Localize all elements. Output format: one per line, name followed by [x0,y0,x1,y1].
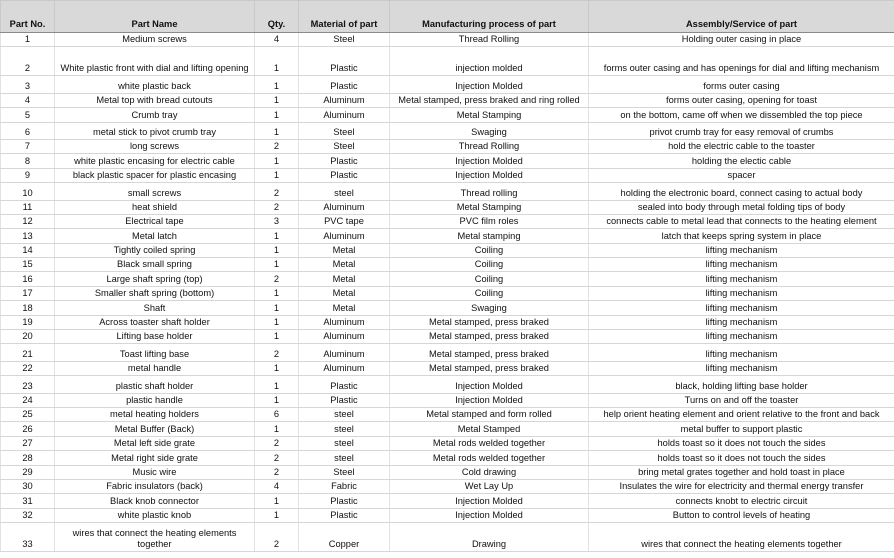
assembly-cell: connects knobt to electric circuit [589,494,894,508]
part-name-cell: Metal Buffer (Back) [55,422,255,436]
header-qty: Qty. [255,1,299,33]
part-name-cell: Black knob connector [55,494,255,508]
assembly-cell: lifting mechanism [589,330,894,344]
assembly-cell: holding the electronic board, connect casing to actual body [589,183,894,200]
part-name-cell: Fabric insulators (back) [55,479,255,493]
qty-cell: 3 [255,214,299,228]
process-cell: Coiling [390,272,589,286]
process-cell: Injection Molded [390,393,589,407]
material-cell: Aluminum [299,344,390,361]
material-cell: Steel [299,465,390,479]
part-name-cell: metal heating holders [55,407,255,421]
table-row [1,465,894,479]
material-cell: Plastic [299,76,390,93]
header-assembly: Assembly/Service of part [589,1,894,33]
part-name-cell: white plastic encasing for electric cable [55,154,255,168]
qty-cell: 1 [255,422,299,436]
material-cell: steel [299,407,390,421]
process-cell: Injection Molded [390,154,589,168]
qty-cell: 1 [255,361,299,375]
part-name-cell: Metal right side grate [55,451,255,465]
table-row [1,494,894,508]
material-cell: Steel [299,33,390,47]
assembly-cell: lifting mechanism [589,272,894,286]
material-cell: Steel [299,139,390,153]
material-cell: Plastic [299,47,390,76]
table-row [1,422,894,436]
process-cell: Metal rods welded together [390,436,589,450]
material-cell: Metal [299,301,390,315]
assembly-cell: lifting mechanism [589,344,894,361]
material-cell: Aluminum [299,330,390,344]
part-name-cell: plastic handle [55,393,255,407]
process-cell: Thread Rolling [390,33,589,47]
material-cell: Plastic [299,393,390,407]
qty-cell: 1 [255,494,299,508]
part-no-cell: 28 [1,451,55,465]
process-cell: Metal stamped, press braked and ring rolled [390,93,589,107]
material-cell: Plastic [299,508,390,522]
material-cell: Metal [299,286,390,300]
table-row [1,139,894,153]
assembly-cell: latch that keeps spring system in place [589,229,894,243]
qty-cell: 1 [255,47,299,76]
part-name-cell: Tightly coiled spring [55,243,255,257]
process-cell: Thread Rolling [390,139,589,153]
material-cell: Plastic [299,494,390,508]
qty-cell: 1 [255,258,299,272]
part-no-cell: 26 [1,422,55,436]
table-row [1,154,894,168]
part-no-cell: 31 [1,494,55,508]
part-no-cell: 14 [1,243,55,257]
part-name-cell: Metal left side grate [55,436,255,450]
process-cell: Injection Molded [390,168,589,182]
table-row [1,168,894,182]
assembly-cell: holds toast so it does not touch the sides [589,451,894,465]
table-row [1,183,894,200]
qty-cell: 4 [255,479,299,493]
part-name-cell: Music wire [55,465,255,479]
process-cell: Metal Stamping [390,108,589,122]
assembly-cell: black, holding lifting base holder [589,376,894,393]
part-name-cell: small screws [55,183,255,200]
header-row [1,1,894,33]
assembly-cell: lifting mechanism [589,286,894,300]
part-name-cell: black plastic spacer for plastic encasing [55,168,255,182]
part-name-cell: Crumb tray [55,108,255,122]
qty-cell: 2 [255,183,299,200]
assembly-cell: privot crumb tray for easy removal of crumbs [589,122,894,139]
assembly-cell: hold the electric cable to the toaster [589,139,894,153]
material-cell: steel [299,451,390,465]
table-row [1,376,894,393]
process-cell: Metal stamped, press braked [390,315,589,329]
process-cell: Metal stamped, press braked [390,361,589,375]
process-cell: Cold drawing [390,465,589,479]
assembly-cell: Button to control levels of heating [589,508,894,522]
qty-cell: 1 [255,393,299,407]
assembly-cell: holds toast so it does not touch the sides [589,436,894,450]
assembly-cell: holding the electic cable [589,154,894,168]
part-name-cell: Across toaster shaft holder [55,315,255,329]
qty-cell: 6 [255,407,299,421]
material-cell: Aluminum [299,315,390,329]
process-cell: Metal Stamped [390,422,589,436]
assembly-cell: Insulates the wire for electricity and thermal energy transfer [589,479,894,493]
assembly-cell: metal buffer to support plastic [589,422,894,436]
process-cell: Metal stamping [390,229,589,243]
assembly-cell: Turns on and off the toaster [589,393,894,407]
part-name-cell: Metal latch [55,229,255,243]
process-cell: Metal stamped, press braked [390,330,589,344]
material-cell: Aluminum [299,108,390,122]
process-cell: Coiling [390,286,589,300]
qty-cell: 2 [255,436,299,450]
qty-cell: 1 [255,229,299,243]
table-row [1,76,894,93]
process-cell: Swaging [390,122,589,139]
part-no-cell: 21 [1,344,55,361]
part-name-cell: Medium screws [55,33,255,47]
part-name-cell: wires that connect the heating elements together [55,523,255,552]
process-cell: Injection Molded [390,76,589,93]
table-row [1,330,894,344]
part-no-cell: 8 [1,154,55,168]
process-cell: Coiling [390,258,589,272]
table-row [1,508,894,522]
process-cell: Swaging [390,301,589,315]
material-cell: Fabric [299,479,390,493]
material-cell: Aluminum [299,229,390,243]
process-cell: Injection Molded [390,508,589,522]
material-cell: Plastic [299,154,390,168]
part-no-cell: 4 [1,93,55,107]
table-row [1,200,894,214]
qty-cell: 1 [255,376,299,393]
table-row [1,344,894,361]
qty-cell: 4 [255,33,299,47]
process-cell: Injection Molded [390,376,589,393]
table-row [1,315,894,329]
material-cell: Aluminum [299,361,390,375]
assembly-cell: lifting mechanism [589,315,894,329]
part-name-cell: long screws [55,139,255,153]
part-no-cell: 23 [1,376,55,393]
process-cell: Injection Molded [390,494,589,508]
part-name-cell: metal stick to pivot crumb tray [55,122,255,139]
part-no-cell: 7 [1,139,55,153]
part-name-cell: metal handle [55,361,255,375]
qty-cell: 1 [255,286,299,300]
part-no-cell: 29 [1,465,55,479]
part-name-cell: white plastic knob [55,508,255,522]
assembly-cell: lifting mechanism [589,243,894,257]
assembly-cell: lifting mechanism [589,301,894,315]
material-cell: Aluminum [299,93,390,107]
assembly-cell: forms outer casing, opening for toast [589,93,894,107]
part-name-cell: plastic shaft holder [55,376,255,393]
material-cell: Plastic [299,168,390,182]
table-row [1,272,894,286]
table-row [1,479,894,493]
process-cell: Wet Lay Up [390,479,589,493]
material-cell: Plastic [299,376,390,393]
process-cell: Metal stamped and form rolled [390,407,589,421]
material-cell: Copper [299,523,390,552]
qty-cell: 2 [255,523,299,552]
part-no-cell: 17 [1,286,55,300]
part-no-cell: 24 [1,393,55,407]
qty-cell: 1 [255,108,299,122]
part-no-cell: 2 [1,47,55,76]
assembly-cell: forms outer casing [589,76,894,93]
process-cell: PVC film roles [390,214,589,228]
part-no-cell: 18 [1,301,55,315]
part-no-cell: 20 [1,330,55,344]
table-row [1,214,894,228]
part-no-cell: 3 [1,76,55,93]
table-row [1,108,894,122]
header-material: Material of part [299,1,390,33]
part-no-cell: 6 [1,122,55,139]
qty-cell: 2 [255,139,299,153]
material-cell: steel [299,436,390,450]
table-row [1,243,894,257]
assembly-cell: bring metal grates together and hold toast in place [589,465,894,479]
material-cell: steel [299,422,390,436]
part-no-cell: 22 [1,361,55,375]
qty-cell: 1 [255,154,299,168]
table-row [1,33,894,47]
table-row [1,361,894,375]
part-no-cell: 10 [1,183,55,200]
header-part-no: Part No. [1,1,55,33]
table-row [1,393,894,407]
table-row [1,451,894,465]
process-cell: Metal Stamping [390,200,589,214]
process-cell: Drawing [390,523,589,552]
qty-cell: 1 [255,301,299,315]
part-name-cell: Shaft [55,301,255,315]
material-cell: Metal [299,258,390,272]
part-no-cell: 5 [1,108,55,122]
assembly-cell: help orient heating element and orient relative to the front and back [589,407,894,421]
part-no-cell: 32 [1,508,55,522]
qty-cell: 2 [255,344,299,361]
assembly-cell: sealed into body through metal folding tips of body [589,200,894,214]
part-no-cell: 30 [1,479,55,493]
qty-cell: 1 [255,508,299,522]
part-name-cell: Lifting base holder [55,330,255,344]
process-cell: Metal stamped, press braked [390,344,589,361]
table-row [1,523,894,552]
process-cell: Metal rods welded together [390,451,589,465]
part-name-cell: heat shield [55,200,255,214]
part-no-cell: 33 [1,523,55,552]
part-no-cell: 1 [1,33,55,47]
part-no-cell: 15 [1,258,55,272]
part-name-cell: Electrical tape [55,214,255,228]
table-row [1,286,894,300]
part-no-cell: 27 [1,436,55,450]
part-no-cell: 13 [1,229,55,243]
assembly-cell: forms outer casing and has openings for dial and lifting mechanism [589,47,894,76]
assembly-cell: lifting mechanism [589,361,894,375]
assembly-cell: lifting mechanism [589,258,894,272]
header-part-name: Part Name [55,1,255,33]
table-row [1,93,894,107]
qty-cell: 1 [255,76,299,93]
table-row [1,122,894,139]
assembly-cell: spacer [589,168,894,182]
table-row [1,407,894,421]
assembly-cell: wires that connect the heating elements together [589,523,894,552]
table-row [1,47,894,76]
part-name-cell: white plastic back [55,76,255,93]
assembly-cell: on the bottom, came off when we dissembled the top piece [589,108,894,122]
process-cell: Coiling [390,243,589,257]
material-cell: Steel [299,122,390,139]
qty-cell: 1 [255,330,299,344]
part-no-cell: 9 [1,168,55,182]
assembly-cell: connects cable to metal lead that connects to the heating element [589,214,894,228]
material-cell: steel [299,183,390,200]
header-process: Manufacturing process of part [390,1,589,33]
part-name-cell: White plastic front with dial and lifting opening [55,47,255,76]
material-cell: Metal [299,272,390,286]
part-name-cell: Smaller shaft spring (bottom) [55,286,255,300]
table-row [1,258,894,272]
part-no-cell: 16 [1,272,55,286]
material-cell: Metal [299,243,390,257]
qty-cell: 1 [255,122,299,139]
table-row [1,301,894,315]
assembly-cell: Holding outer casing in place [589,33,894,47]
qty-cell: 2 [255,272,299,286]
qty-cell: 1 [255,243,299,257]
process-cell: injection molded [390,47,589,76]
qty-cell: 1 [255,93,299,107]
qty-cell: 2 [255,465,299,479]
material-cell: PVC tape [299,214,390,228]
part-no-cell: 25 [1,407,55,421]
qty-cell: 1 [255,315,299,329]
table-body [1,33,894,552]
qty-cell: 1 [255,168,299,182]
part-no-cell: 11 [1,200,55,214]
process-cell: Thread rolling [390,183,589,200]
part-no-cell: 19 [1,315,55,329]
table-row [1,229,894,243]
table-row [1,436,894,450]
qty-cell: 2 [255,200,299,214]
part-name-cell: Black small spring [55,258,255,272]
part-name-cell: Large shaft spring (top) [55,272,255,286]
part-no-cell: 12 [1,214,55,228]
material-cell: Aluminum [299,200,390,214]
part-name-cell: Metal top with bread cutouts [55,93,255,107]
part-name-cell: Toast lifting base [55,344,255,361]
qty-cell: 2 [255,451,299,465]
